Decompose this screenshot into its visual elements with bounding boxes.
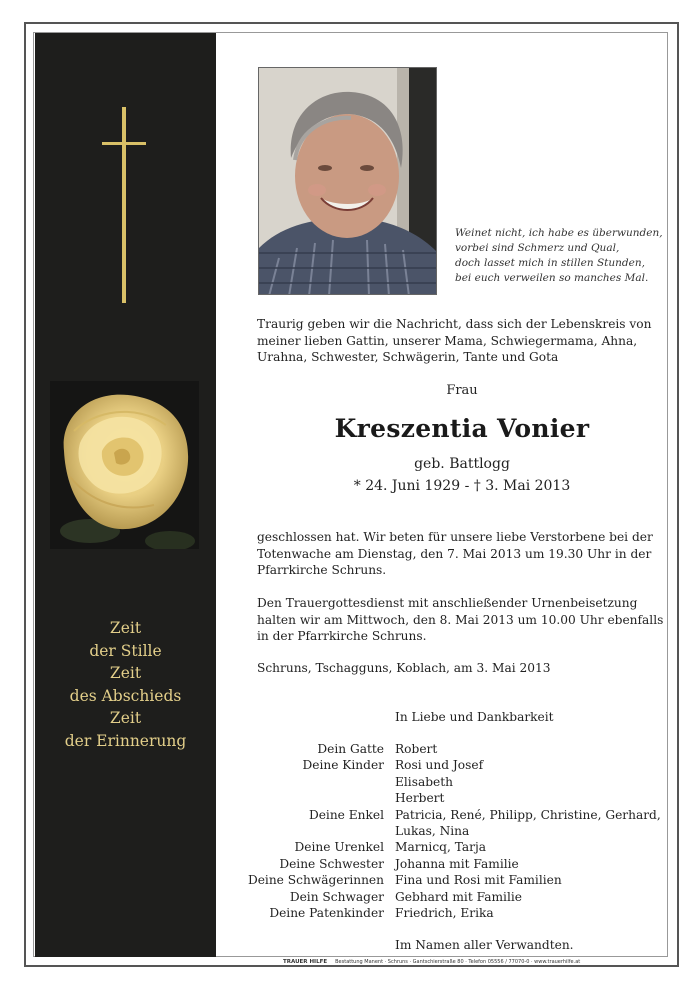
family-name: Johanna mit Familie <box>395 856 519 871</box>
quote-line: der Erinnerung <box>64 731 187 750</box>
quote-line: Zeit <box>109 709 142 727</box>
poem-line: vorbei sind Schmerz und Qual, <box>455 242 620 254</box>
family-row <box>240 741 665 757</box>
family-list <box>240 741 665 921</box>
family-relation: Dein Schwager <box>289 889 384 904</box>
signoff: Im Namen aller Verwandten. <box>395 938 574 952</box>
family-name: Elisabeth <box>395 774 453 789</box>
sidebar-quote <box>35 617 216 752</box>
family-name: Robert <box>395 742 438 756</box>
quote-line: Zeit <box>109 619 142 637</box>
family-row <box>240 905 665 921</box>
cross-icon-bar <box>102 142 146 145</box>
family-name: Fina und Rosi mit Familien <box>395 873 562 888</box>
poem-line: Weinet nicht, ich habe es überwunden, <box>455 227 663 239</box>
footer-text: Bestattung Manent · Schruns · Gantschierstraße 80 · Telefon 05556 / 77070-0 · www.trauerhilfe.at <box>335 959 581 965</box>
deceased-name: Kreszentia Vonier <box>334 414 590 443</box>
closing-line: In Liebe und Dankbarkeit <box>395 710 554 724</box>
place-date: Schruns, Tschagguns, Koblach, am 3. Mai 2013 <box>257 661 551 675</box>
family-row <box>240 757 665 806</box>
family-name: Friedrich, Erika <box>395 906 494 921</box>
family-name: Patricia, René, Philipp, Christine, Gerhard, <box>395 807 661 822</box>
maiden-name: geb. Battlogg <box>414 456 510 472</box>
family-relation: Deine Schwester <box>279 856 384 871</box>
salutation: Frau <box>446 383 478 398</box>
family-row <box>240 889 665 905</box>
family-relation: Dein Gatte <box>317 742 384 756</box>
family-name: Rosi und Josef <box>395 758 484 773</box>
family-relation: Deine Patenkinder <box>269 906 384 921</box>
portrait-photo <box>258 67 437 295</box>
family-relation: Deine Schwägerinnen <box>247 873 384 888</box>
intro-paragraph: Traurig geben wir die Nachricht, dass sich der Lebenskreis von meiner lieben Gattin, unserer Mama, Schwiegermama, Ahna, Urahna, Schwester, Schwägerin, Tante und Gota <box>257 317 652 364</box>
family-relation: Deine Kinder <box>302 758 384 773</box>
poem-line: bei euch verweilen so manches Mal. <box>455 272 649 284</box>
family-row <box>240 872 665 888</box>
wake-paragraph: geschlossen hat. Wir beten für unsere liebe Verstorbene bei der Totenwache am Dienstag, den 7. Mai 2013 um 19.30 Uhr in der Pfarrkirche Schruns. <box>257 530 653 577</box>
family-name: Gebhard mit Familie <box>395 889 522 904</box>
poem <box>455 226 670 286</box>
family-relation: Deine Enkel <box>308 807 384 822</box>
footer-brand: TRAUER HILFE <box>283 959 328 965</box>
family-row <box>240 856 665 872</box>
footer <box>283 959 580 965</box>
quote-line: der Stille <box>89 641 162 660</box>
family-row <box>240 807 665 840</box>
family-relation: Deine Urenkel <box>294 840 384 855</box>
quote-line: Zeit <box>109 664 142 682</box>
life-dates: * 24. Juni 1929 - † 3. Mai 2013 <box>353 478 571 494</box>
cross-icon <box>122 107 126 303</box>
family-row <box>240 839 665 855</box>
family-name: Lukas, Nina <box>395 824 470 839</box>
poem-line: doch lasset mich in stillen Stunden, <box>455 257 645 269</box>
rose-image <box>50 381 199 549</box>
family-name: Marnicq, Tarja <box>395 840 487 855</box>
funeral-paragraph: Den Trauergottesdienst mit anschließender Urnenbeisetzung halten wir am Mittwoch, den 8. Mai 2013 um 10.00 Uhr ebenfalls in der Pfarrkirche Schruns. <box>257 596 664 643</box>
quote-line: des Abschieds <box>69 686 182 705</box>
family-name: Herbert <box>395 791 445 806</box>
